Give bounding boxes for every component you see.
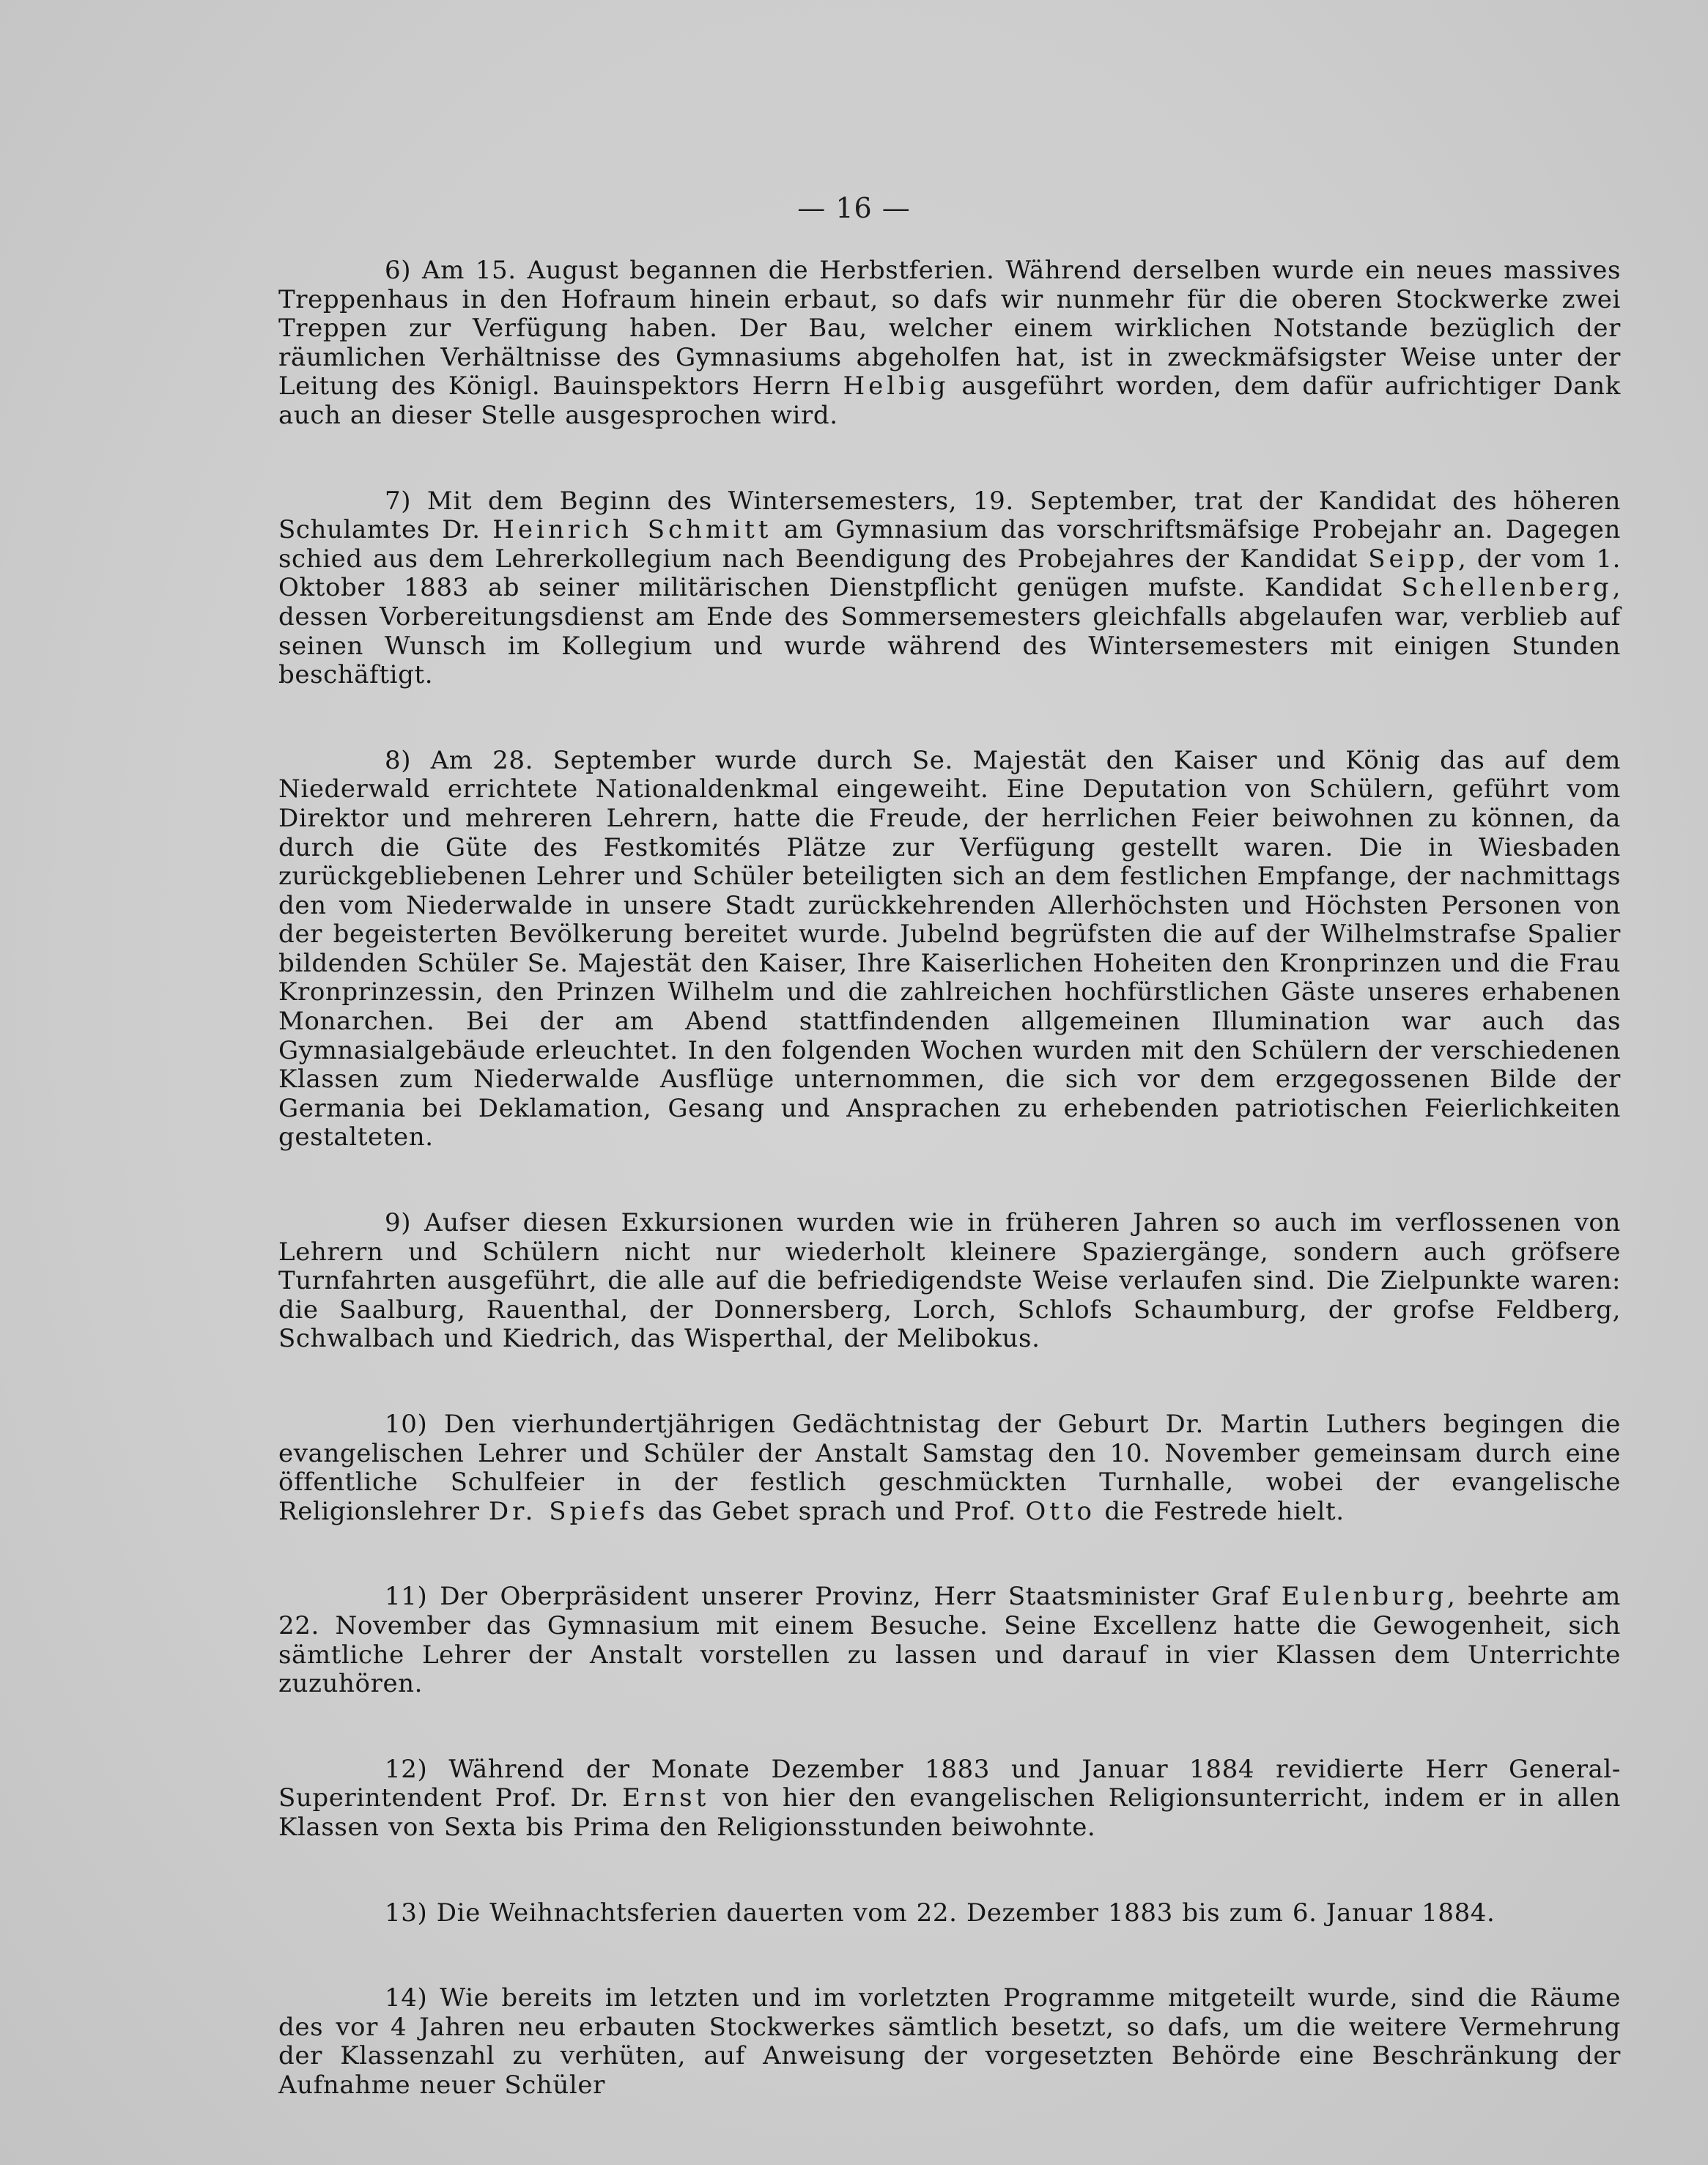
paragraph-11-text-a: 11) Der Oberpräsident unserer Provinz, Herr Staatsminister Graf xyxy=(385,1582,1282,1612)
name-ernst: Ernst xyxy=(622,1783,710,1813)
name-dr-spiefs: Dr. Spiefs xyxy=(488,1496,649,1526)
paragraph-10-text-c: die Festrede hielt. xyxy=(1095,1496,1345,1526)
name-otto: Otto xyxy=(1025,1496,1095,1526)
paragraph-7-text-d: , dessen Vorbereitungsdienst am Ende des Sommersemesters gleichfalls abgelaufen war, verblieb auf seinen Wunsch im Kollegium und wurde während des Wintersemesters mit einigen Stunden beschäftigt. xyxy=(278,573,1621,690)
name-seipp: Seipp xyxy=(1368,544,1459,574)
paragraph-7-text-c: , der vom 1. Oktober 1883 ab seiner militärischen Dienstpflicht genügen mufste. Kandidat xyxy=(278,544,1621,603)
name-helbig: Helbig xyxy=(843,371,950,401)
paragraph-12-text-b: von hier den evangelischen Religionsunterricht, indem er in allen Klassen von Sexta bis Prima den Religionsstunden beiwohnte. xyxy=(278,1783,1622,1842)
paragraph-10-text-a: 10) Den vierhundertjährigen Gedächtnistag der Geburt Dr. Martin Luthers begingen die evangelischen Lehrer und Schüler der Anstalt Samstag den 10. November gemeinsam durch eine öffentliche Schulfeier in der festlich geschmückten Turnhalle, wobei der evangelische Religionslehrer xyxy=(278,1410,1621,1526)
paragraph-6 xyxy=(278,256,1621,431)
paragraph-6-text-a: 6) Am 15. August begannen die Herbstferien. Während derselben wurde ein neues massives Treppenhaus in den Hofraum hinein erbaut, so dafs wir nunmehr für die oberen Stockwerke zwei Treppen zur Verfügung haben. Der Bau, welcher einem wirklichen Notstande bezüglich der räumlichen Verhältnisse des Gymnasiums abgeholfen hat, ist in zweckmäfsigster Weise unter der Leitung des Königl. Bauinspektors Herrn xyxy=(278,256,1621,401)
paragraph-12 xyxy=(278,1755,1621,1843)
paragraph-10 xyxy=(278,1410,1621,1526)
paragraph-10-text-b: das Gebet sprach und Prof. xyxy=(648,1496,1026,1526)
paragraph-8: 8) Am 28. September wurde durch Se. Majestät den Kaiser und König das auf dem Niederwald errichtete Nationaldenkmal eingeweiht. Eine Deputation von Schülern, geführt vom Direktor und mehreren Lehrern, hatte die Freude, der herrlichen Feier beiwohnen zu können, da durch die Güte des Festkomités Plätze zur Verfügung gestellt waren. Die in Wiesbaden zurückgebliebenen Lehrer und Schüler beteiligten sich an dem festlichen Empfange, der nachmittags den vom Niederwalde in unsere Stadt zurückkehrenden Allerhöchsten und Höchsten Personen von der begeisterten Bevölkerung bereitet wurde. Jubelnd begrüfsten die auf der Wilhelmstrafse Spalier bildenden Schüler Se. Majestät den Kaiser, Ihre Kaiserlichen Hoheiten den Kronprinzen und die Frau Kronprinzessin, den Prinzen Wilhelm und die zahlreichen hochfürstlichen Gäste unseres erhabenen Monarchen. Bei der am Abend stattfindenden allgemeinen Illumination war auch das Gymnasialgebäude erleuchtet. In den folgenden Wochen wurden mit den Schülern der verschiedenen Klassen zum Niederwalde Ausflüge unternommen, die sich vor dem erzgegossenen Bilde der Germania bei Deklamation, Gesang und Ansprachen zu erhebenden patriotischen Feierlichkeiten gestalteten. xyxy=(278,745,1621,1152)
name-eulenburg: Eulenburg xyxy=(1281,1582,1447,1612)
paragraph-7 xyxy=(278,487,1621,690)
paragraph-7-text-a: 7) Mit dem Beginn des Wintersemesters, 19. September, trat der Kandidat des höheren Schulamtes Dr. xyxy=(278,486,1621,545)
name-heinrich-schmitt: Heinrich Schmitt xyxy=(492,515,772,545)
paragraph-14: 14) Wie bereits im letzten und im vorletzten Programme mitgeteilt wurde, sind die Räume des vor 4 Jahren neu erbauten Stockwerkes sämtlich besetzt, so dafs, um die weitere Vermehrung der Klassenzahl zu verhüten, auf Anweisung der vorgesetzten Behörde eine Beschränkung der Aufnahme neuer Schüler xyxy=(278,1983,1621,2100)
paragraph-9: 9) Aufser diesen Exkursionen wurden wie in früheren Jahren so auch im verflossenen von Lehrern und Schülern nicht nur wiederholt kleinere Spaziergänge, sondern auch gröfsere Turnfahrten ausgeführt, die alle auf die befriedigendste Weise verlaufen sind. Die Zielpunkte waren: die Saalburg, Rauenthal, der Donnersberg, Lorch, Schlofs Schaumburg, der grofse Feldberg, Schwalbach und Kiedrich, das Wisperthal, der Melibokus. xyxy=(278,1208,1621,1354)
page-number: — 16 — xyxy=(797,192,911,224)
paragraph-11-text-b: , beehrte am 22. November das Gymnasium mit einem Besuche. Seine Excellenz hatte die Gewogenheit, sich sämtliche Lehrer der Anstalt vorstellen zu lassen und darauf in vier Klassen dem Unterrichte zuzuhören. xyxy=(278,1582,1622,1699)
paragraph-6-text-b: ausgeführt worden, dem dafür aufrichtiger Dank auch an dieser Stelle ausgesprochen wird. xyxy=(278,371,1621,430)
name-schellenberg: Schellenberg xyxy=(1401,573,1613,603)
paragraph-11 xyxy=(278,1583,1621,1698)
body-text xyxy=(278,256,1621,2157)
paragraph-12-text-a: 12) Während der Monate Dezember 1883 und Januar 1884 revidierte Herr General-Superintendent Prof. Dr. xyxy=(278,1754,1621,1813)
paragraph-13: 13) Die Weihnachtsferien dauerten vom 22. Dezember 1883 bis zum 6. Januar 1884. xyxy=(385,1898,1496,1928)
paragraph-7-text-b: am Gymnasium das vorschriftsmäfsige Probejahr an. Dagegen schied aus dem Lehrerkollegium nach Beendigung des Probejahres der Kandidat xyxy=(278,515,1621,574)
